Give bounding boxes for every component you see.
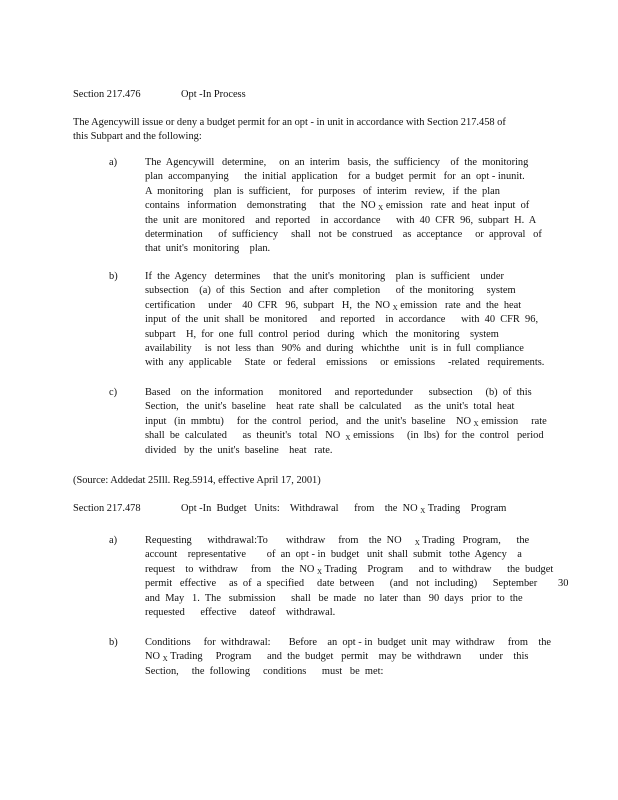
subscript: X [378,204,384,213]
text-line: A monitoring plan is sufficient, for purposes of interim review, if the plan [145,185,500,197]
item-text [145,156,542,257]
text-line: subpart H, for one full control period during which the monitoring system [145,328,499,340]
intro-paragraph: The Agencywill issue or deny a budget permit for an opt - in unit in accordance with Section 217.458 of this Subpart and the following: [73,117,506,143]
item-text [145,386,547,458]
text-line: Requesting withdrawal:To withdraw from the NO $_X$ Trading Program, the [145,535,530,547]
subscript: X [473,419,479,428]
item-label: b) [109,271,118,282]
text-line: that unit's monitoring plan. [145,243,271,255]
item-label: c) [109,387,118,398]
subscript: X [345,434,351,443]
text-line: NO $_X$ Trading Program and the budget permit may be withdrawn under this [145,651,529,664]
text-line: Opt -In Budget Units: Withdrawal from the NO $_X$ Trading Program [181,503,507,515]
text-line: requested effective dateof withdrawal. [145,607,336,619]
item-text [145,270,545,371]
text-line: The Agencywill determine, on an interim basis, the sufficiency of the monitoring [145,157,529,168]
text-line: with any applicable State or federal emissions or emissions -related requirements. [145,357,545,369]
section-heading [73,502,506,516]
text-line: Conditions for withdrawal: Before an opt - in budget unit may withdraw from the [145,637,552,648]
subscript: X [392,303,398,312]
source-note: (Source: Addedat 25Ill. Reg.5914, effective April 17, 2001) [73,475,321,486]
text-line: account representative of an opt - in budget unit shall submit tothe Agency a [145,549,522,561]
text-line: availability is not less than 90% and during whichthe unit is in full compliance [145,343,524,355]
section-title: Opt -In Process [181,89,246,100]
subscript: X [414,539,420,547]
text-line: Section, the unit's baseline heat rate shall be calculated as the unit's total heat [145,401,515,413]
item-label: a) [109,535,118,546]
text-line: the unit are monitored and reported in accordance with 40 CFR 96, subpart H. A [145,214,537,226]
text-line: subsection (a) of this Section and after completion of the monitoring system [145,285,516,297]
text-line: divided by the unit's baseline heat rate. [145,444,333,456]
section-title [181,503,506,514]
text-line: If the Agency determines that the unit's monitoring plan is sufficient under [145,271,504,282]
text-line: plan accompanying the initial application for a budget permit for an opt - inunit. [145,171,525,183]
text-line: permit effective as of a specified date between (and not including) September 30 [145,578,569,590]
section-number: Section 217.476 [73,89,141,100]
text-line: input of the unit shall be monitored and reported in accordance with 40 CFR 96, [145,314,539,326]
subscript: X [420,507,426,515]
item-label: b) [109,637,118,648]
section-heading [73,88,246,102]
item-text [145,534,569,620]
item-label: a) [109,157,118,168]
text-line: shall be calculated as theunit's total NO $_X$ emissions (in lbs) for the control period [145,430,544,443]
text-line: determination of sufficiency shall not be construed as acceptance or approval of [145,229,542,241]
text-line: input (in mmbtu) for the control period, and the unit's baseline NO $_X$ emission rate [145,415,547,428]
section-number: Section 217.478 [73,503,141,514]
text-line: certification under 40 CFR 96, subpart H, the NO $_X$ emission rate and the heat [145,299,522,312]
text-line: request to withdraw from the NO $_X$ Trading Program and to withdraw the budget [145,563,554,576]
subscript: X [162,655,168,664]
text-line: and May 1. The submission shall be made no later than 90 days prior to the [145,592,523,604]
subscript: X [317,567,323,576]
text-line: Section, the following conditions must be met: [145,665,384,677]
text-line: contains information demonstrating that the NO $_X$ emission rate and heat input of [145,200,530,213]
item-text [145,636,552,679]
text-line: Based on the information monitored and reportedunder subsection (b) of this [145,387,532,398]
